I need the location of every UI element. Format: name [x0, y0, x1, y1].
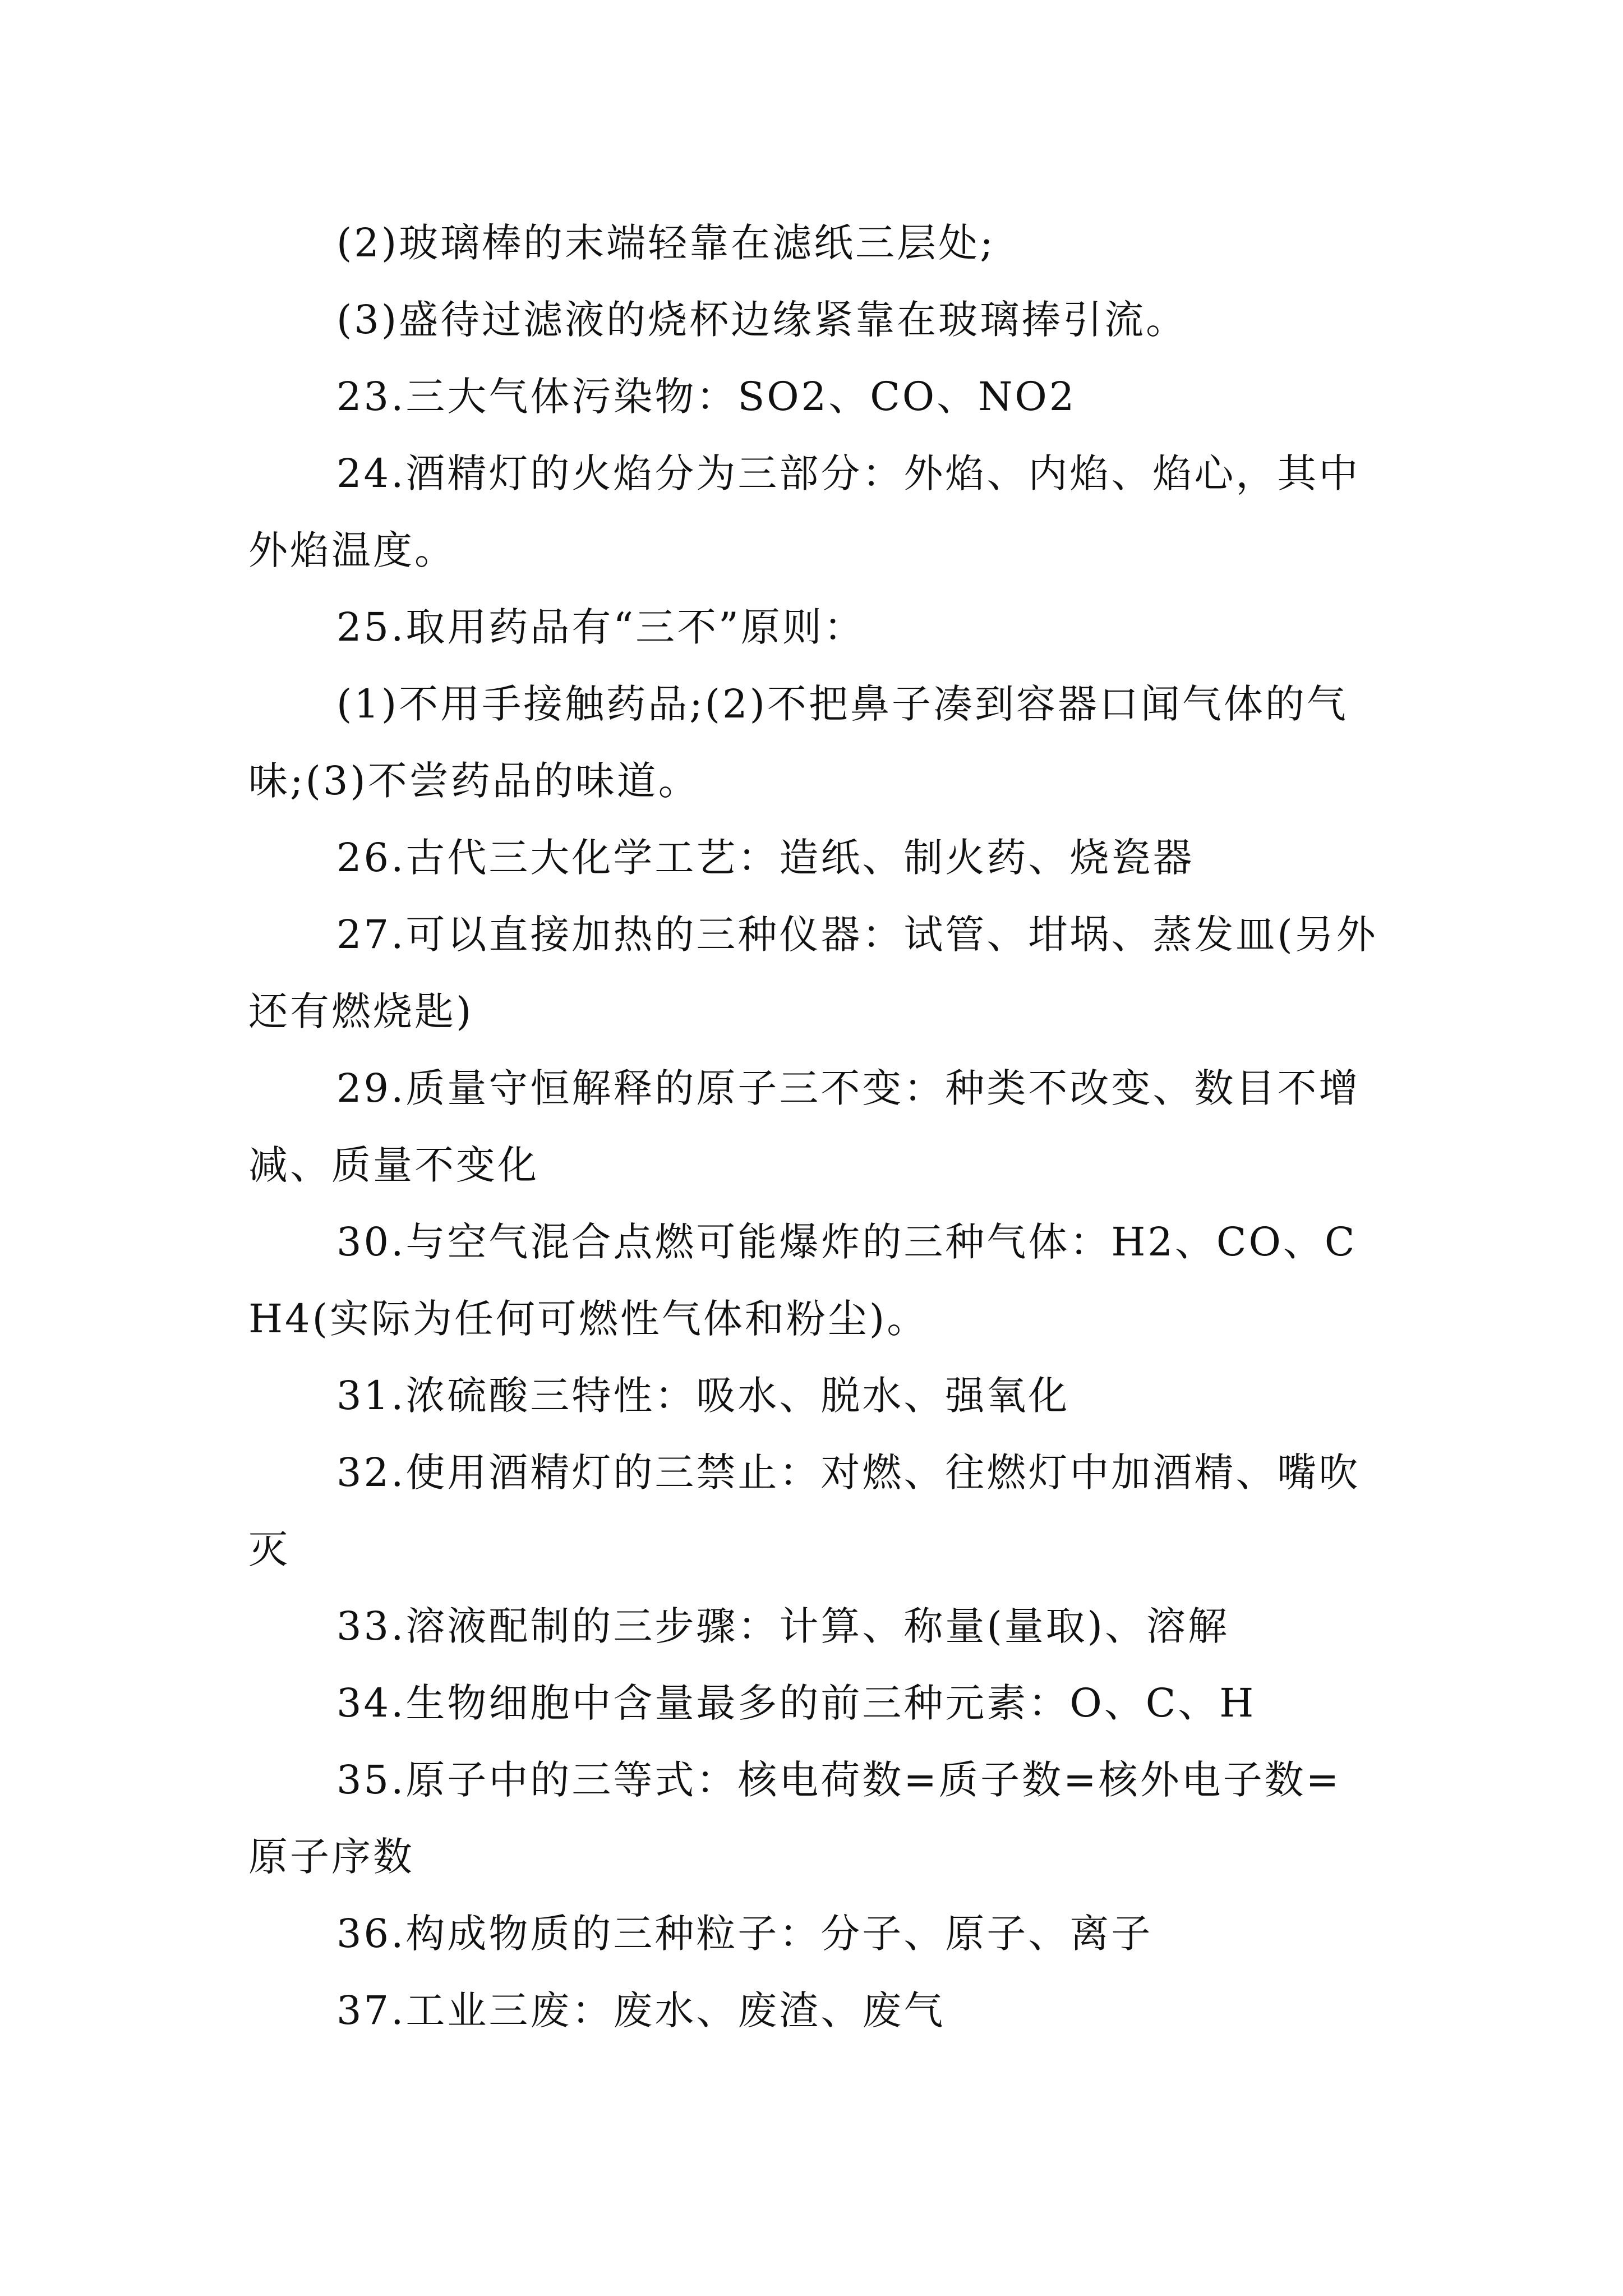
- paragraph: 24.酒精灯的火焰分为三部分：外焰、内焰、焰心，其中外焰温度。: [248, 450, 1361, 573]
- paragraph: 26.古代三大化学工艺：造纸、制火药、烧瓷器: [336, 835, 1195, 881]
- paragraph: 29.质量守恒解释的原子三不变：种类不改变、数目不增减、质量不变化: [248, 1065, 1361, 1188]
- paragraph: (2)玻璃棒的末端轻靠在滤纸三层处;: [336, 220, 995, 266]
- paragraph: 33.溶液配制的三步骤：计算、称量(量取)、溶解: [336, 1603, 1229, 1649]
- paragraph: 23.三大气体污染物：SO2、CO、NO2: [336, 374, 1077, 420]
- paragraph: 31.浓硫酸三特性：吸水、脱水、强氧化: [336, 1373, 1070, 1419]
- paragraph: 34.生物细胞中含量最多的前三种元素：O、C、H: [336, 1680, 1256, 1726]
- paragraph: 36.构成物质的三种粒子：分子、原子、离子: [336, 1911, 1153, 1957]
- paragraph: 25.取用药品有“三不”原则：: [336, 604, 865, 650]
- paragraph: 27.可以直接加热的三种仪器：试管、坩埚、蒸发皿(另外还有燃烧匙): [248, 912, 1378, 1034]
- document-body: [248, 205, 1381, 2049]
- paragraph: 37.工业三废：废水、废渣、废气: [336, 1987, 946, 2033]
- paragraph: 35.原子中的三等式：核电荷数=质子数=核外电子数=原子序数: [248, 1757, 1341, 1880]
- paragraph: (3)盛待过滤液的烧杯边缘紧靠在玻璃捧引流。: [336, 297, 1188, 343]
- paragraph: (1)不用手接触药品;(2)不把鼻子凑到容器口闻气体的气味;(3)不尝药品的味道。: [248, 681, 1348, 804]
- paragraph: 32.使用酒精灯的三禁止：对燃、往燃灯中加酒精、嘴吹灭: [248, 1450, 1361, 1572]
- paragraph: 30.与空气混合点燃可能爆炸的三种气体：H2、CO、CH4(实际为任何可燃性气体和粉尘)。: [248, 1219, 1357, 1342]
